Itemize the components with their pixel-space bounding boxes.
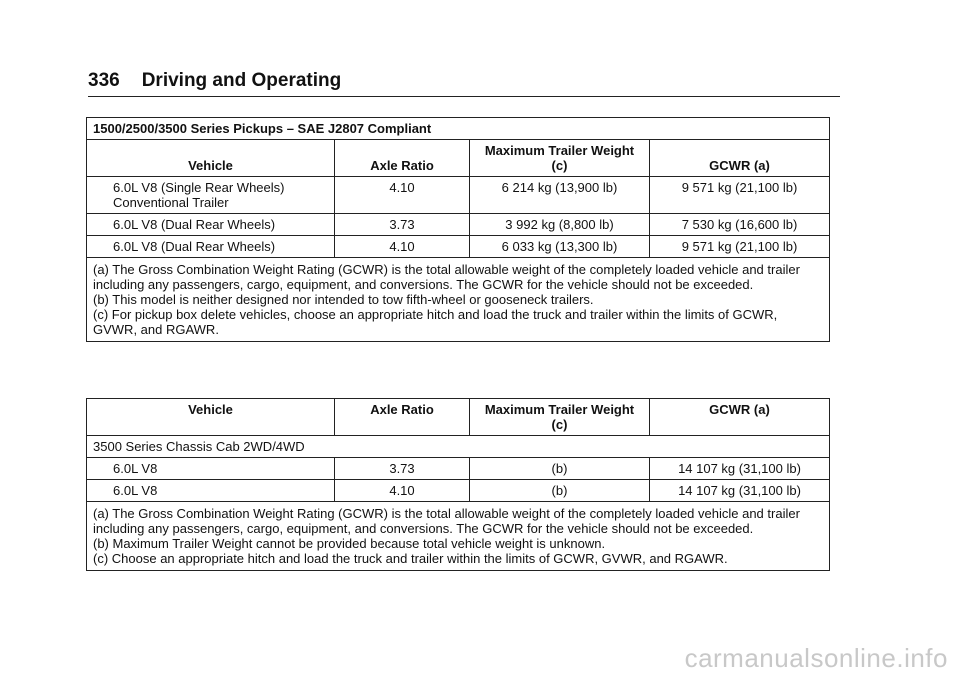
cell-gcwr: 9 571 kg (21,100 lb) bbox=[650, 236, 830, 258]
cell-vehicle: 6.0L V8 bbox=[87, 458, 335, 480]
cell-axle-ratio: 4.10 bbox=[335, 480, 470, 502]
table-row bbox=[87, 177, 830, 214]
footnote-a: (a) The Gross Combination Weight Rating (GCWR) is the total allowable weight of the completely loaded vehicle and trailer including any passengers, cargo, equipment, and conversions. The GCWR for the vehicle should not be exceeded. bbox=[93, 506, 800, 536]
cell-max-trailer-weight: (b) bbox=[470, 458, 650, 480]
cell-axle-ratio: 3.73 bbox=[335, 214, 470, 236]
column-header-axle-ratio: Axle Ratio bbox=[335, 140, 470, 177]
table-row bbox=[87, 458, 830, 480]
table-footnotes bbox=[87, 502, 830, 571]
cell-max-trailer-weight: 3 992 kg (8,800 lb) bbox=[470, 214, 650, 236]
cell-vehicle: 6.0L V8 (Dual Rear Wheels) bbox=[87, 236, 335, 258]
footnote-c: (c) For pickup box delete vehicles, choose an appropriate hitch and load the truck and trailer within the limits of GCWR, GVWR, and RGAWR. bbox=[93, 307, 778, 337]
cell-gcwr: 14 107 kg (31,100 lb) bbox=[650, 458, 830, 480]
cell-vehicle: 6.0L V8 (Single Rear Wheels) Conventional Trailer bbox=[87, 177, 335, 214]
footnote-b: (b) Maximum Trailer Weight cannot be provided because total vehicle weight is unknown. bbox=[93, 536, 606, 551]
header-divider bbox=[88, 96, 840, 97]
table-caption: 1500/2500/3500 Series Pickups – SAE J2807 Compliant bbox=[87, 118, 830, 140]
footnote-b: (b) This model is neither designed nor intended to tow fifth-wheel or gooseneck trailers. bbox=[93, 292, 594, 307]
watermark: carmanualsonline.info bbox=[684, 643, 948, 673]
cell-axle-ratio: 4.10 bbox=[335, 236, 470, 258]
cell-gcwr: 9 571 kg (21,100 lb) bbox=[650, 177, 830, 214]
footnote-c: (c) Choose an appropriate hitch and load the truck and trailer within the limits of GCWR, GVWR, and RGAWR. bbox=[93, 551, 728, 566]
cell-max-trailer-weight: 6 033 kg (13,300 lb) bbox=[470, 236, 650, 258]
cell-max-trailer-weight: 6 214 kg (13,900 lb) bbox=[470, 177, 650, 214]
table-footnotes bbox=[87, 258, 830, 342]
table-row bbox=[87, 214, 830, 236]
table-row bbox=[87, 480, 830, 502]
cell-axle-ratio: 4.10 bbox=[335, 177, 470, 214]
page-header bbox=[88, 70, 840, 92]
column-header-vehicle: Vehicle bbox=[87, 399, 335, 436]
column-header-vehicle: Vehicle bbox=[87, 140, 335, 177]
cell-max-trailer-weight: (b) bbox=[470, 480, 650, 502]
cell-gcwr: 14 107 kg (31,100 lb) bbox=[650, 480, 830, 502]
cell-vehicle: 6.0L V8 (Dual Rear Wheels) bbox=[87, 214, 335, 236]
cell-vehicle: 6.0L V8 bbox=[87, 480, 335, 502]
column-header-gcwr: GCWR (a) bbox=[650, 140, 830, 177]
table-row bbox=[87, 236, 830, 258]
chassis-cab-towing-table bbox=[86, 398, 830, 571]
column-header-max-trailer-weight: Maximum Trailer Weight (c) bbox=[470, 399, 650, 436]
pickups-towing-table bbox=[86, 117, 830, 342]
column-header-gcwr: GCWR (a) bbox=[650, 399, 830, 436]
section-title: Driving and Operating bbox=[141, 70, 342, 91]
cell-gcwr: 7 530 kg (16,600 lb) bbox=[650, 214, 830, 236]
column-header-max-trailer-weight: Maximum Trailer Weight (c) bbox=[470, 140, 650, 177]
column-header-axle-ratio: Axle Ratio bbox=[335, 399, 470, 436]
cell-axle-ratio: 3.73 bbox=[335, 458, 470, 480]
footnote-a: (a) The Gross Combination Weight Rating (GCWR) is the total allowable weight of the completely loaded vehicle and trailer including any passengers, cargo, equipment, and conversions. The GCWR for the vehicle should not be exceeded. bbox=[93, 262, 800, 292]
page-number: 336 bbox=[88, 70, 120, 91]
group-label: 3500 Series Chassis Cab 2WD/4WD bbox=[87, 436, 830, 458]
